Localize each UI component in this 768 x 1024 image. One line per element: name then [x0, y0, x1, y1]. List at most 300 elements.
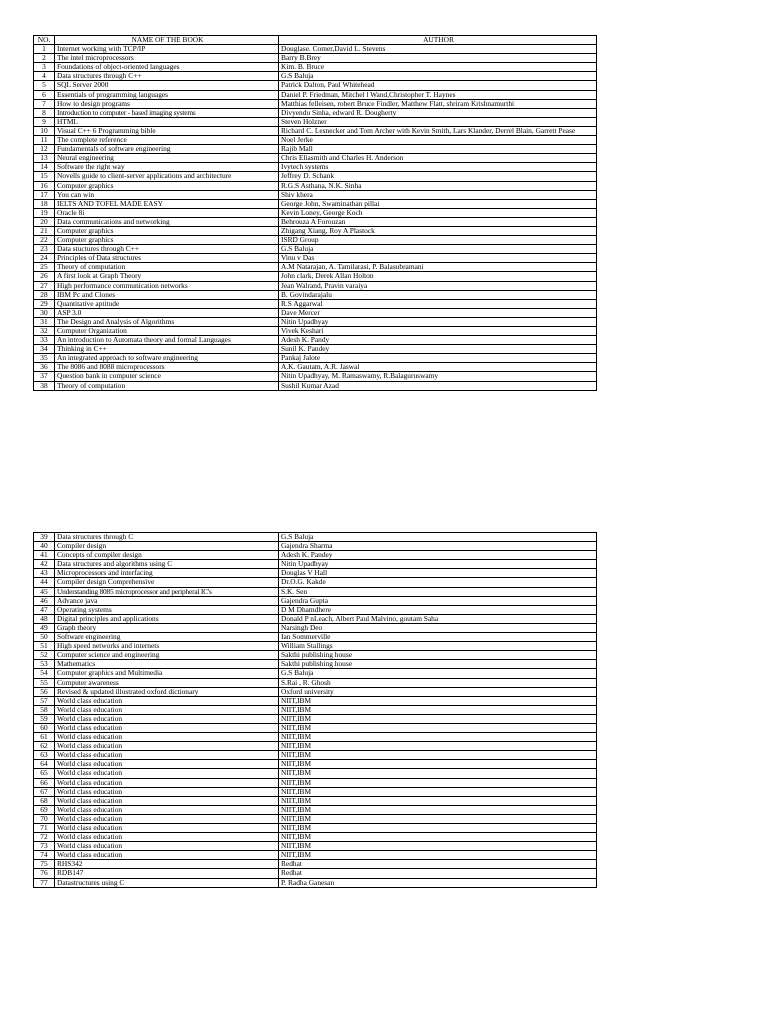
- book-author: NIIT,IBM: [279, 787, 597, 796]
- row-number: 46: [34, 596, 55, 605]
- row-number: 51: [34, 642, 55, 651]
- table-row: [34, 317, 597, 326]
- book-name: Computer awareness: [55, 678, 279, 687]
- row-number: 62: [34, 742, 55, 751]
- book-author: R.G.S Asthana, N.K. Sinha: [279, 181, 597, 190]
- book-author: Pankaj Jalote: [279, 354, 597, 363]
- table-row: [34, 723, 597, 732]
- row-number: 13: [34, 154, 55, 163]
- book-author: Behrouza A Forouzan: [279, 217, 597, 226]
- table-row: [34, 190, 597, 199]
- table-row: [34, 542, 597, 551]
- book-name: RHS342: [55, 860, 279, 869]
- table-row: [34, 54, 597, 63]
- book-name: SQL Server 2000: [55, 81, 279, 90]
- book-name: Compiler design Comprehensive: [55, 578, 279, 587]
- table-row: [34, 533, 597, 542]
- row-number: 36: [34, 363, 55, 372]
- table-row: [34, 751, 597, 760]
- book-name: World class education: [55, 787, 279, 796]
- table-row: [34, 614, 597, 623]
- book-name: Novells guide to client-server applications and architecture: [55, 172, 279, 181]
- table-row: [34, 63, 597, 72]
- book-name: Mathematics: [55, 660, 279, 669]
- table-row: [34, 569, 597, 578]
- table-row: [34, 860, 597, 869]
- book-author: S.K. Sen: [279, 587, 597, 596]
- book-name: The 8086 and 8088 microprocessors: [55, 363, 279, 372]
- book-author: G.S Baluja: [279, 669, 597, 678]
- book-name: Data stuctures through C++: [55, 245, 279, 254]
- table-row: [34, 869, 597, 878]
- book-name: World class education: [55, 760, 279, 769]
- book-author: William Stallings: [279, 642, 597, 651]
- table-row: [34, 660, 597, 669]
- book-author: NIIT,IBM: [279, 851, 597, 860]
- book-name: World class education: [55, 705, 279, 714]
- row-number: 52: [34, 651, 55, 660]
- table-row: [34, 345, 597, 354]
- book-author: NIIT,IBM: [279, 842, 597, 851]
- book-name: You can win: [55, 190, 279, 199]
- table-row: [34, 172, 597, 181]
- row-number: 19: [34, 208, 55, 217]
- row-number: 1: [34, 45, 55, 54]
- row-number: 12: [34, 145, 55, 154]
- book-name: The intel microprocessors: [55, 54, 279, 63]
- book-author: Sakthi publishing house: [279, 651, 597, 660]
- row-number: 42: [34, 560, 55, 569]
- book-name: High speed networks and internets: [55, 642, 279, 651]
- row-number: 4: [34, 72, 55, 81]
- table-row: [34, 199, 597, 208]
- row-number: 60: [34, 723, 55, 732]
- book-name: Introduction to computer - based imaging systems: [55, 108, 279, 117]
- book-author: NIIT,IBM: [279, 778, 597, 787]
- row-number: 15: [34, 172, 55, 181]
- table-row: [34, 372, 597, 381]
- table-row: [34, 769, 597, 778]
- book-name: Digital principles and applications: [55, 614, 279, 623]
- book-name: Operating systems: [55, 605, 279, 614]
- table-row: [34, 851, 597, 860]
- table-row: [34, 778, 597, 787]
- book-name: Essentials of programming languages: [55, 90, 279, 99]
- book-name: World class education: [55, 796, 279, 805]
- book-author: Oxford university: [279, 687, 597, 696]
- row-number: 66: [34, 778, 55, 787]
- table-row: [34, 705, 597, 714]
- row-number: 29: [34, 299, 55, 308]
- row-number: 50: [34, 633, 55, 642]
- row-number: 2: [34, 54, 55, 63]
- header-no: NO.: [34, 36, 55, 45]
- book-author: G.S Baluja: [279, 533, 597, 542]
- book-author: NIIT,IBM: [279, 723, 597, 732]
- row-number: 5: [34, 81, 55, 90]
- row-number: 31: [34, 317, 55, 326]
- table-row: [34, 805, 597, 814]
- book-author: Matthias felleisen, robert Bruce Findler, Matthew Flatt, shriram Krishnamurthi: [279, 99, 597, 108]
- book-author: Shiv khera: [279, 190, 597, 199]
- row-number: 56: [34, 687, 55, 696]
- book-name: Foundations of object-oriented languages: [55, 63, 279, 72]
- book-author: Douglase. Comer,David L. Stevens: [279, 45, 597, 54]
- book-author: Dave Mercer: [279, 308, 597, 317]
- book-name: Revised & updated illustrated oxford dictionary: [55, 687, 279, 696]
- table-row: [34, 878, 597, 887]
- row-number: 37: [34, 372, 55, 381]
- table-row: [34, 687, 597, 696]
- table-row: [34, 381, 597, 390]
- book-name: Computer graphics and Multimedia: [55, 669, 279, 678]
- book-name: Oracle 8i: [55, 208, 279, 217]
- row-number: 3: [34, 63, 55, 72]
- table-row: [34, 833, 597, 842]
- table-row: [34, 633, 597, 642]
- book-author: John clark, Derek Allan Holton: [279, 272, 597, 281]
- book-name: An introduction to Automata theory and formal Languages: [55, 336, 279, 345]
- table-row: [34, 669, 597, 678]
- row-number: 53: [34, 660, 55, 669]
- book-name: Advance java: [55, 596, 279, 605]
- book-name: The Design and Analysis of Algorithms: [55, 317, 279, 326]
- table-row: [34, 714, 597, 723]
- book-name: IELTS AND TOFEL MADE EASY: [55, 199, 279, 208]
- book-author: NIIT,IBM: [279, 760, 597, 769]
- book-author: Jean Walrand, Pravin varaiya: [279, 281, 597, 290]
- table-row: [34, 560, 597, 569]
- book-name: World class education: [55, 769, 279, 778]
- table-row: [34, 226, 597, 235]
- row-number: 24: [34, 254, 55, 263]
- row-number: 74: [34, 851, 55, 860]
- book-name: Understanding 8085 microprocessor and peripheral IC's: [55, 587, 279, 596]
- table-row: [34, 290, 597, 299]
- book-name: World class education: [55, 751, 279, 760]
- header-book-name: NAME OF THE BOOK: [55, 36, 279, 45]
- row-number: 26: [34, 272, 55, 281]
- book-author: Sunil K. Pandey: [279, 345, 597, 354]
- book-name: Visual C++ 6 Programming bible: [55, 126, 279, 135]
- row-number: 25: [34, 263, 55, 272]
- table-row: [34, 99, 597, 108]
- book-author: Chris Eliasmith and Charles H. Anderson: [279, 154, 597, 163]
- table-row: [34, 90, 597, 99]
- table-row: [34, 236, 597, 245]
- book-name: Concepts of compiler design: [55, 551, 279, 560]
- book-author: Divyendu Sinha, edward R. Dougherty: [279, 108, 597, 117]
- book-author: Gajendra Sharma: [279, 542, 597, 551]
- row-number: 54: [34, 669, 55, 678]
- table-row: [34, 596, 597, 605]
- table-row: [34, 796, 597, 805]
- row-number: 38: [34, 381, 55, 390]
- row-number: 18: [34, 199, 55, 208]
- table-row: [34, 126, 597, 135]
- row-number: 30: [34, 308, 55, 317]
- table-row: [34, 578, 597, 587]
- book-author: NIIT,IBM: [279, 714, 597, 723]
- book-name: Computer graphics: [55, 236, 279, 245]
- book-author: Patrick Dalton, Paul Whitehead: [279, 81, 597, 90]
- book-name: Software the right way: [55, 163, 279, 172]
- table-row: [34, 308, 597, 317]
- book-author: A.K. Gautam, A.R. Jaswal: [279, 363, 597, 372]
- row-number: 40: [34, 542, 55, 551]
- book-author: Adesh K. Pandey: [279, 551, 597, 560]
- book-name: World class education: [55, 842, 279, 851]
- table-row: [34, 336, 597, 345]
- book-author: Narsingh Deo: [279, 623, 597, 632]
- book-name: World class education: [55, 733, 279, 742]
- book-author: George John, Swaminathan pillai: [279, 199, 597, 208]
- book-list-table-2: [33, 532, 597, 888]
- book-name: HTML: [55, 117, 279, 126]
- book-author: B. Govindarajalu: [279, 290, 597, 299]
- row-number: 58: [34, 705, 55, 714]
- book-name: Data structures and algorithms using C: [55, 560, 279, 569]
- book-author: Redhat: [279, 869, 597, 878]
- row-number: 33: [34, 336, 55, 345]
- book-name: Theory of computation: [55, 381, 279, 390]
- row-number: 68: [34, 796, 55, 805]
- book-name: Thinking in C++: [55, 345, 279, 354]
- book-author: R.S Aggarwal: [279, 299, 597, 308]
- book-name: World class education: [55, 742, 279, 751]
- table-row: [34, 842, 597, 851]
- table-row: [34, 81, 597, 90]
- book-list-table-1: [33, 35, 597, 391]
- row-number: 7: [34, 99, 55, 108]
- book-author: Redhat: [279, 860, 597, 869]
- book-author: Adesh K. Pandy: [279, 336, 597, 345]
- table-row: [34, 272, 597, 281]
- table-row: [34, 605, 597, 614]
- book-author: G.S Baluja: [279, 245, 597, 254]
- book-author: NIIT,IBM: [279, 833, 597, 842]
- row-number: 6: [34, 90, 55, 99]
- row-number: 20: [34, 217, 55, 226]
- table-row: [34, 72, 597, 81]
- header-author: AUTHOR: [279, 36, 597, 45]
- row-number: 27: [34, 281, 55, 290]
- book-author: Kevin Loney, George Koch: [279, 208, 597, 217]
- book-name: ASP 3.0: [55, 308, 279, 317]
- row-number: 22: [34, 236, 55, 245]
- book-author: NIIT,IBM: [279, 751, 597, 760]
- row-number: 43: [34, 569, 55, 578]
- table-row: [34, 108, 597, 117]
- book-name: Computer Organization: [55, 327, 279, 336]
- book-name: Neural engineering: [55, 154, 279, 163]
- table-row: [34, 733, 597, 742]
- row-number: 75: [34, 860, 55, 869]
- book-author: NIIT,IBM: [279, 769, 597, 778]
- book-author: Zhigang Xiang, Roy A Plastock: [279, 226, 597, 235]
- book-name: A first look at Graph Theory: [55, 272, 279, 281]
- table-row: [34, 45, 597, 54]
- book-name: World class education: [55, 723, 279, 732]
- book-author: Vivek Keshari: [279, 327, 597, 336]
- book-author: NIIT,IBM: [279, 742, 597, 751]
- table-row: [34, 678, 597, 687]
- row-number: 35: [34, 354, 55, 363]
- table-row: [34, 327, 597, 336]
- row-number: 32: [34, 327, 55, 336]
- row-number: 44: [34, 578, 55, 587]
- row-number: 69: [34, 805, 55, 814]
- book-name: World class education: [55, 851, 279, 860]
- book-name: Computer graphics: [55, 226, 279, 235]
- book-name: Computer graphics: [55, 181, 279, 190]
- book-name: World class education: [55, 714, 279, 723]
- table-row: [34, 208, 597, 217]
- row-number: 73: [34, 842, 55, 851]
- book-author: ISRD Group: [279, 236, 597, 245]
- book-name: Internet working with TCP/IP: [55, 45, 279, 54]
- book-author: Noel Jerke: [279, 136, 597, 145]
- table-row: [34, 263, 597, 272]
- book-name: World class education: [55, 696, 279, 705]
- row-number: 34: [34, 345, 55, 354]
- row-number: 71: [34, 824, 55, 833]
- row-number: 77: [34, 878, 55, 887]
- table-row: [34, 154, 597, 163]
- table-row: [34, 551, 597, 560]
- table-row: [34, 281, 597, 290]
- book-name: Data structures through C++: [55, 72, 279, 81]
- book-name: World class education: [55, 824, 279, 833]
- book-name: Data communications and networking: [55, 217, 279, 226]
- book-author: Richard C. Lesnecker and Tom Archer with Kevin Smith, Lars Klander, Derrel Blain, Garrett Pease: [279, 126, 597, 135]
- row-number: 8: [34, 108, 55, 117]
- table-row: [34, 742, 597, 751]
- row-number: 16: [34, 181, 55, 190]
- book-name: Software engineering: [55, 633, 279, 642]
- row-number: 72: [34, 833, 55, 842]
- table-row: [34, 245, 597, 254]
- row-number: 49: [34, 623, 55, 632]
- table-row: [34, 217, 597, 226]
- book-name: Graph theory: [55, 623, 279, 632]
- table-row: [34, 824, 597, 833]
- book-name: Computer science and engineering: [55, 651, 279, 660]
- table-row: [34, 145, 597, 154]
- table-row: [34, 117, 597, 126]
- book-author: NIIT,IBM: [279, 696, 597, 705]
- book-author: NIIT,IBM: [279, 805, 597, 814]
- row-number: 10: [34, 126, 55, 135]
- book-author: Daniel P. Friedman, Mitchel l Wand,Christopher T. Haynes: [279, 90, 597, 99]
- table-row: [34, 696, 597, 705]
- book-author: Ian Sommerville: [279, 633, 597, 642]
- book-name: RDB147: [55, 869, 279, 878]
- book-name: Fundamentals of software engineering: [55, 145, 279, 154]
- row-number: 39: [34, 533, 55, 542]
- row-number: 59: [34, 714, 55, 723]
- book-author: D M Dhamdhere: [279, 605, 597, 614]
- row-number: 17: [34, 190, 55, 199]
- book-name: High performance communication networks: [55, 281, 279, 290]
- book-author: Ivytech systems: [279, 163, 597, 172]
- row-number: 57: [34, 696, 55, 705]
- book-name: An integrated approach to software engineering: [55, 354, 279, 363]
- row-number: 63: [34, 751, 55, 760]
- book-name: Theory of computation: [55, 263, 279, 272]
- book-author: P. Radha Ganesan: [279, 878, 597, 887]
- row-number: 41: [34, 551, 55, 560]
- table-row: [34, 587, 597, 596]
- table-row: [34, 814, 597, 823]
- book-author: Dr.O.G. Kakde: [279, 578, 597, 587]
- book-name: Principles of Data structures: [55, 254, 279, 263]
- table-header-row: [34, 36, 597, 45]
- row-number: 61: [34, 733, 55, 742]
- row-number: 9: [34, 117, 55, 126]
- row-number: 21: [34, 226, 55, 235]
- book-name: Data structures through C: [55, 533, 279, 542]
- row-number: 47: [34, 605, 55, 614]
- book-author: Nitin Upadhyay: [279, 560, 597, 569]
- book-name: World class education: [55, 805, 279, 814]
- book-author: G.S Baluja: [279, 72, 597, 81]
- book-author: Nitin Upadhyay, M. Ramaswamy, R.Balaguruswamy: [279, 372, 597, 381]
- book-name: Datastructures using C: [55, 878, 279, 887]
- table-row: [34, 623, 597, 632]
- book-author: Jeffrey D. Schank: [279, 172, 597, 181]
- row-number: 28: [34, 290, 55, 299]
- table-row: [34, 642, 597, 651]
- book-author: A.M Natarajan, A. Tamilarasi, P. Balasubramani: [279, 263, 597, 272]
- book-author: NIIT,IBM: [279, 824, 597, 833]
- book-author: Steven Holzner: [279, 117, 597, 126]
- book-name: Quantitative aptitude: [55, 299, 279, 308]
- table-row: [34, 163, 597, 172]
- row-number: 48: [34, 614, 55, 623]
- book-author: NIIT,IBM: [279, 733, 597, 742]
- row-number: 76: [34, 869, 55, 878]
- row-number: 11: [34, 136, 55, 145]
- book-author: Kim. B. Bruce: [279, 63, 597, 72]
- book-name: Microprocessors and interfacing: [55, 569, 279, 578]
- book-name: Compiler design: [55, 542, 279, 551]
- table-row: [34, 651, 597, 660]
- row-number: 14: [34, 163, 55, 172]
- row-number: 55: [34, 678, 55, 687]
- book-name: How to design programs: [55, 99, 279, 108]
- book-author: Vinu v Das: [279, 254, 597, 263]
- row-number: 70: [34, 814, 55, 823]
- book-name: IBM Pc and Clones: [55, 290, 279, 299]
- table-row: [34, 787, 597, 796]
- row-number: 45: [34, 587, 55, 596]
- book-author: Donald P nLeach, Albert Paul Malvino, goutam Saha: [279, 614, 597, 623]
- table-row: [34, 354, 597, 363]
- book-author: Rajib Mall: [279, 145, 597, 154]
- table-row: [34, 181, 597, 190]
- row-number: 67: [34, 787, 55, 796]
- book-author: NIIT,IBM: [279, 705, 597, 714]
- table-row: [34, 136, 597, 145]
- book-author: NIIT,IBM: [279, 796, 597, 805]
- table-row: [34, 760, 597, 769]
- table-row: [34, 254, 597, 263]
- row-number: 23: [34, 245, 55, 254]
- book-name: World class education: [55, 778, 279, 787]
- book-author: S.Rai , R. Ghosh: [279, 678, 597, 687]
- book-author: NIIT,IBM: [279, 814, 597, 823]
